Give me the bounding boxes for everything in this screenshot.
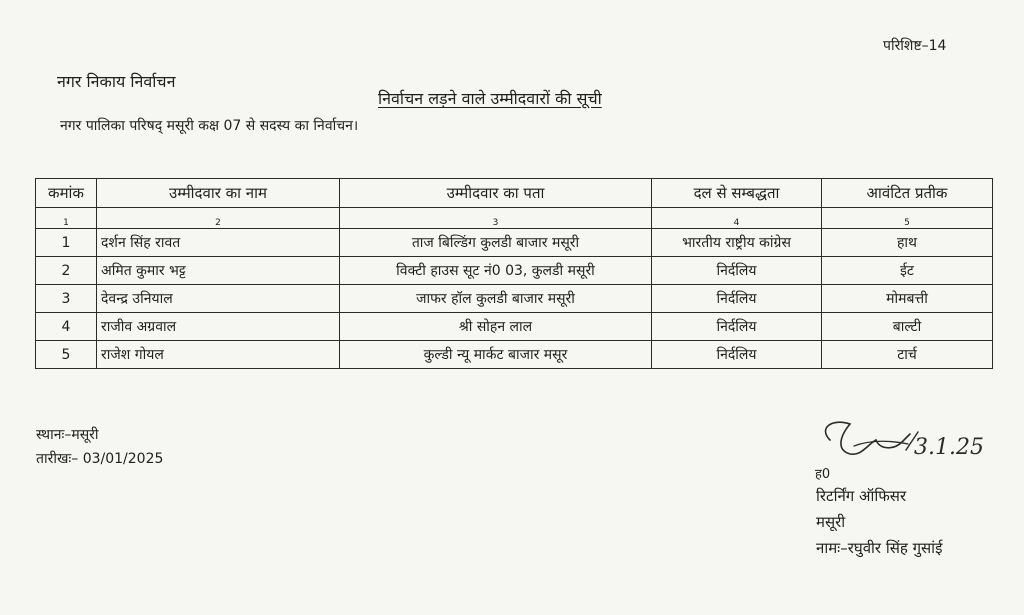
address-cell: श्री सोहन लाल	[340, 313, 652, 341]
table-index-row	[36, 208, 993, 229]
index-cell: 4	[652, 208, 822, 229]
signature-prefix: ह0	[815, 467, 831, 482]
address-cell: जाफर हॉल कुलडी बाजार मसूरी	[340, 285, 652, 313]
document-title: निर्वाचन लड़ने वाले उम्मीदवारों की सूची	[378, 89, 602, 108]
index-cell: 5	[822, 208, 993, 229]
symbol-cell: टार्च	[822, 341, 993, 369]
serial-cell: 4	[36, 313, 97, 341]
symbol-cell: ईट	[822, 257, 993, 285]
document-subtitle: नगर पालिका परिषद् मसूरी कक्ष 07 से सदस्य का निर्वाचन।	[60, 118, 359, 134]
address-cell: विक्टी हाउस सूट नं0 03, कुलडी मसूरी	[340, 257, 652, 285]
index-cell: 3	[340, 208, 652, 229]
signature-image	[810, 410, 1010, 470]
address-cell: कुल्डी न्यू मार्कट बाजार मसूर	[340, 341, 652, 369]
name-cell: दर्शन सिंह रावत	[97, 229, 340, 257]
header-allotted-symbol: आवंटित प्रतीक	[822, 179, 993, 208]
address-cell: ताज बिल्डिंग कुलडी बाजार मसूरी	[340, 229, 652, 257]
table-row	[36, 285, 993, 313]
name-cell: अमित कुमार भट्ट	[97, 257, 340, 285]
party-cell: भारतीय राष्ट्रीय कांग्रेस	[652, 229, 822, 257]
document-heading: नगर निकाय निर्वाचन	[57, 72, 176, 91]
signature-date: 3.1.25	[914, 435, 984, 460]
name-cell: देवन्द्र उनियाल	[97, 285, 340, 313]
name-cell: राजेश गोयल	[97, 341, 340, 369]
party-cell: निर्दलिय	[652, 313, 822, 341]
header-serial: कमांक	[36, 179, 97, 208]
table-row	[36, 229, 993, 257]
officer-place: मसूरी	[816, 513, 846, 531]
officer-title: रिटर्निंग ऑफिसर	[816, 487, 907, 505]
serial-cell: 1	[36, 229, 97, 257]
header-candidate-address: उम्मीदवार का पता	[340, 179, 652, 208]
index-cell: 1	[36, 208, 97, 229]
table-row	[36, 313, 993, 341]
annex-label: परिशिष्ट–14	[883, 38, 947, 54]
symbol-cell: मोमबत्ती	[822, 285, 993, 313]
table-header-row	[36, 179, 993, 208]
officer-name: नामः–रघुवीर सिंह गुसांई	[816, 539, 943, 557]
header-party-affiliation: दल से सम्बद्धता	[652, 179, 822, 208]
index-cell: 2	[97, 208, 340, 229]
party-cell: निर्दलिय	[652, 341, 822, 369]
serial-cell: 5	[36, 341, 97, 369]
name-cell: राजीव अग्रवाल	[97, 313, 340, 341]
symbol-cell: हाथ	[822, 229, 993, 257]
party-cell: निर्दलिय	[652, 285, 822, 313]
candidates-table	[35, 178, 993, 369]
serial-cell: 2	[36, 257, 97, 285]
party-cell: निर्दलिय	[652, 257, 822, 285]
serial-cell: 3	[36, 285, 97, 313]
header-candidate-name: उम्मीदवार का नाम	[97, 179, 340, 208]
place-label: स्थानः–मसूरी	[36, 427, 99, 443]
date-label: तारीखः– 03/01/2025	[36, 451, 164, 467]
symbol-cell: बाल्टी	[822, 313, 993, 341]
table-row	[36, 257, 993, 285]
table-row	[36, 341, 993, 369]
